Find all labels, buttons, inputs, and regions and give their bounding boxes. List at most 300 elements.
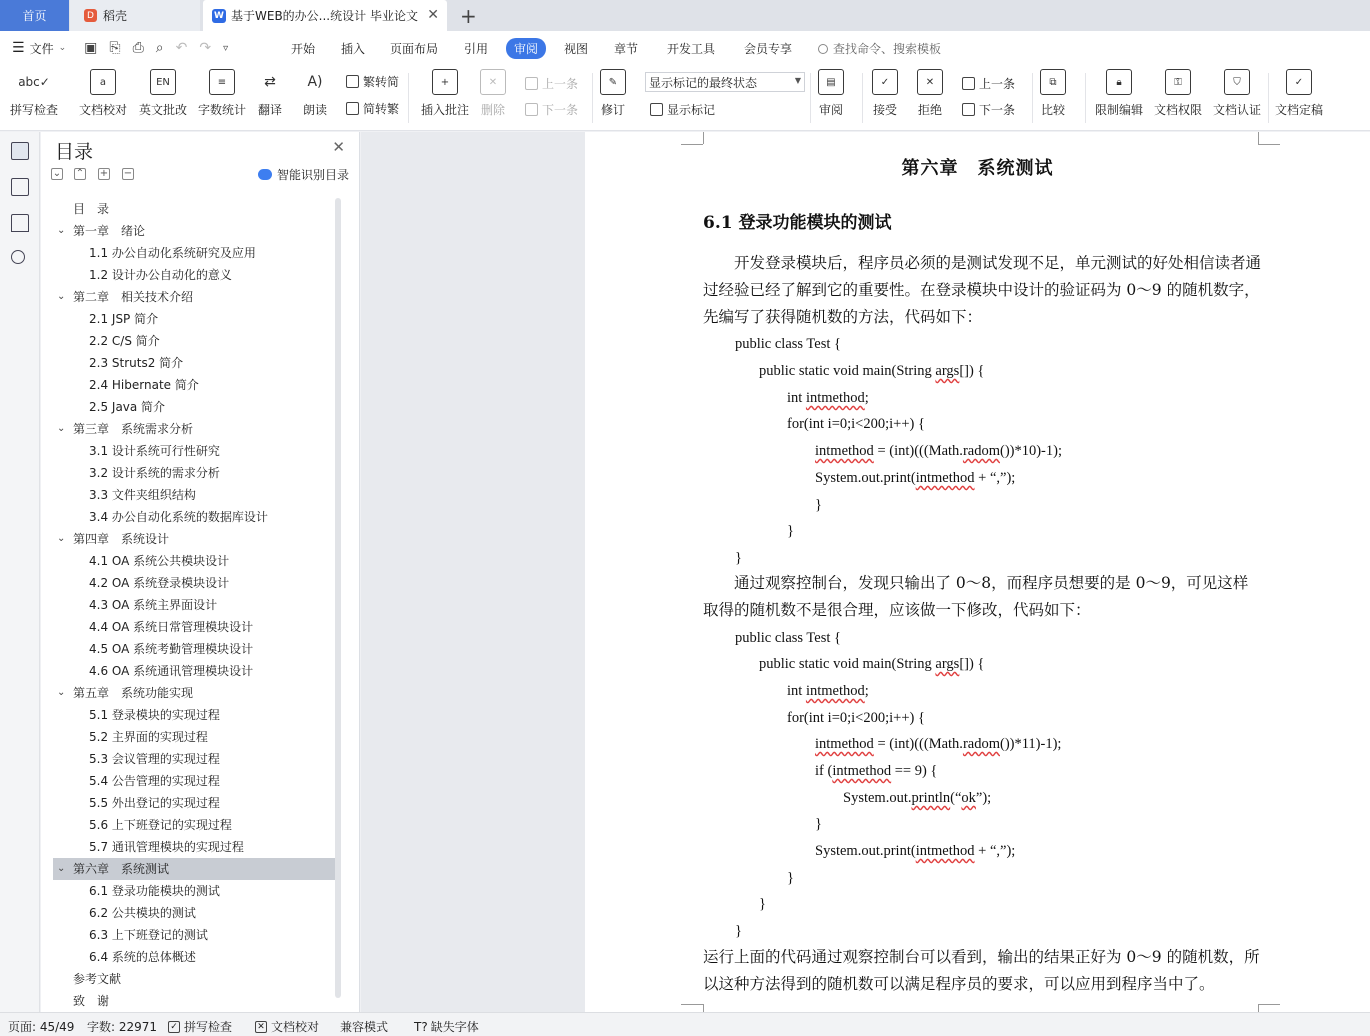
toc-item[interactable] [53, 616, 335, 638]
toc-item-label: 6.2 公共模块的测试 [89, 906, 196, 920]
doc-proof-icon: a [90, 69, 116, 95]
next-comment-button[interactable] [525, 101, 578, 118]
toc-item[interactable] [53, 264, 335, 286]
save-icon[interactable]: ▣ [84, 40, 98, 56]
toc-item[interactable] [53, 484, 335, 506]
next-comment-label: 下一条 [542, 103, 579, 117]
document-area [361, 132, 1370, 1012]
missing-font-label: 缺失字体 [430, 1020, 479, 1034]
compare-icon: ⧉ [1040, 69, 1066, 95]
code-line [759, 363, 984, 380]
code-text: ok [961, 790, 976, 806]
code-text: ())*11)-1); [999, 736, 1062, 752]
code-text: } [735, 550, 742, 566]
search-icon [818, 44, 828, 54]
toc-item-label: 2.2 C/S 简介 [89, 334, 160, 348]
prev-change-label: 上一条 [979, 77, 1016, 91]
permission-doc-icon: ⚿ [1165, 69, 1191, 95]
lock-doc-icon: 🔒︎ [1106, 69, 1132, 95]
status-bar [0, 1012, 1370, 1036]
toc-item[interactable] [53, 638, 335, 660]
code-text: for(int i=0;i<200;i++) { [787, 710, 925, 726]
toc-item-label: 4.1 OA 系统公共模块设计 [89, 554, 230, 568]
toc-item[interactable] [53, 396, 335, 418]
toc-item[interactable] [53, 330, 335, 352]
toc-item[interactable] [53, 550, 335, 572]
toc-item-label: 4.4 OA 系统日常管理模块设计 [89, 620, 254, 634]
code-text: intmethod [805, 683, 865, 699]
trad-to-simp-label: 繁转简 [363, 75, 400, 89]
chevron-down-icon[interactable]: ⌄ [57, 291, 66, 302]
toc-item-label: 5.2 主界面的实现过程 [89, 730, 208, 744]
code-line [735, 550, 742, 567]
code-text: []) { [959, 656, 985, 672]
paragraph: 运行上面的代码通过观察控制台可以看到，输出的结果正好为 0～9 的随机数，所以这种方法得到的随机数可以满足程序员的要求，可以应用到程序当中了。 [703, 948, 1260, 993]
tab-view[interactable]: 视图 [564, 42, 589, 56]
show-markup-label: 显示标记 [667, 103, 716, 117]
english-review-icon: EN [150, 69, 176, 95]
toc-item-label: 致 谢 [73, 994, 110, 1008]
review-pane-label: 审阅 [818, 103, 843, 117]
tab-chapter[interactable]: 章节 [614, 42, 639, 56]
toc-item[interactable] [53, 748, 335, 770]
spellcheck-status-label: 拼写检查 [184, 1020, 233, 1034]
code-text: ; [864, 683, 869, 699]
code-line [787, 870, 794, 887]
reject-button[interactable] [917, 69, 943, 118]
review-pane-button[interactable] [818, 69, 844, 118]
code-text: } [735, 923, 742, 939]
read-aloud-label: 朗读 [302, 103, 327, 117]
code-text: } [815, 497, 822, 513]
toc-item-label: 第五章 系统功能实现 [73, 686, 194, 700]
doc-certify-label: 文档认证 [1213, 103, 1262, 117]
crop-mark [1258, 1004, 1259, 1012]
toc-item-label: 4.6 OA 系统通讯管理模块设计 [89, 664, 254, 678]
doc-proof-button[interactable] [79, 69, 127, 118]
finalize-doc-icon: ✓ [1286, 69, 1312, 95]
trad-simp-icon [346, 75, 359, 88]
toc-item[interactable] [53, 242, 335, 264]
toc-item[interactable] [53, 352, 335, 374]
track-changes-label: 修订 [600, 103, 625, 117]
toc-item[interactable] [53, 528, 335, 550]
bookmark-icon[interactable] [11, 214, 29, 232]
word-count-label: 字数统计 [198, 103, 247, 117]
smart-toc-button[interactable] [258, 166, 349, 183]
proof-status[interactable] [255, 1018, 319, 1035]
spellcheck-label: 拼写检查 [10, 103, 59, 117]
toc-item[interactable] [53, 572, 335, 594]
code-text: public static void main(String [759, 656, 936, 672]
code-line [759, 896, 766, 913]
code-text: ”); [975, 790, 992, 806]
insert-comment-button[interactable] [421, 69, 469, 118]
toc-item[interactable] [53, 462, 335, 484]
toc-item[interactable] [53, 506, 335, 528]
tab-page-layout[interactable]: 页面布局 [390, 42, 439, 56]
toc-item[interactable] [53, 792, 335, 814]
tab-document-label: 基于WEB的办公...统设计 毕业论文 [231, 9, 418, 23]
collapse-down-icon[interactable]: ⌄ [52, 168, 62, 179]
comment-add-icon: + [432, 69, 458, 95]
paragraph: 开发登录模块后，程序员必须的是测试发现不足，单元测试的好处相信读者通过经验已经了解到它的重要性。在登录模块中设计的验证码为 0～9 的随机数字，先编写了获得随机数的方法，代码如下： [703, 254, 1262, 326]
certify-doc-icon: ⛉ [1224, 69, 1250, 95]
toc-item[interactable] [53, 418, 335, 440]
toc-item-label: 4.3 OA 系统主界面设计 [89, 598, 218, 612]
toc-item-label: 1.2 设计办公自动化的意义 [89, 268, 232, 282]
abc-spellcheck-icon: abc✓ [18, 75, 50, 89]
file-menu[interactable] [12, 40, 66, 57]
toc-item-label: 1.1 办公自动化系统研究及应用 [89, 246, 256, 260]
next-change-button[interactable] [962, 101, 1015, 118]
code-text: public class Test { [735, 630, 841, 646]
toc-item-label: 2.1 JSP 简介 [89, 312, 159, 326]
doc-permission-button[interactable] [1154, 69, 1202, 118]
toc-item[interactable] [53, 286, 335, 308]
code-line [759, 656, 984, 673]
toc-item-label: 第三章 系统需求分析 [73, 422, 194, 436]
code-text: intmethod [805, 390, 865, 406]
toc-item[interactable] [53, 704, 335, 726]
code-line [787, 710, 925, 727]
ribbon-separator [1085, 73, 1086, 123]
ribbon-separator [1268, 73, 1269, 123]
expand-all-icon[interactable]: + [99, 168, 109, 179]
trad-to-simp-button[interactable] [346, 73, 399, 90]
tab-daoke-label: 稻壳 [103, 9, 128, 23]
toc-item[interactable] [53, 946, 335, 968]
chevron-down-icon[interactable]: ⌄ [57, 863, 66, 874]
chevron-down-icon: ⌄ [58, 43, 67, 53]
menu-row [0, 31, 1370, 65]
left-sidebar [0, 132, 40, 1012]
toc-item-label: 5.5 外出登记的实现过程 [89, 796, 220, 810]
toc-item[interactable] [53, 198, 335, 220]
code-text: = (int)(((Math. [873, 736, 963, 752]
toc-item-label: 3.3 文件夹组织结构 [89, 488, 196, 502]
writer-doc-icon: W [212, 9, 226, 23]
word-count-indicator[interactable]: 字数: 22971 [87, 1020, 158, 1034]
accept-label: 接受 [872, 103, 897, 117]
simp-trad-icon [346, 102, 359, 115]
section-heading: 6.1 登录功能模块的测试 [703, 213, 892, 233]
plus-icon: + [460, 4, 477, 28]
crop-mark [681, 144, 703, 145]
code-text: int [787, 683, 806, 699]
toc-item-label: 4.5 OA 系统考勤管理模块设计 [89, 642, 254, 656]
code-line [787, 683, 869, 700]
compat-mode[interactable]: 兼容模式 [340, 1020, 389, 1034]
markup-state-select[interactable] [645, 72, 805, 92]
code-line [787, 390, 869, 407]
code-text: intmethod [815, 736, 874, 752]
crop-mark [703, 132, 704, 144]
chapter-title: 第六章 系统测试 [901, 158, 1054, 179]
code-text: System.out. [843, 790, 912, 806]
show-markup-icon [650, 103, 663, 116]
toc-title: 目录 [55, 141, 94, 163]
customize-icon[interactable]: ▿ [223, 42, 229, 54]
simp-to-trad-label: 简转繁 [363, 102, 400, 116]
code-text: == 9) { [891, 763, 938, 779]
code-text: + “,”); [974, 470, 1016, 486]
toc-panel [41, 132, 360, 1012]
toc-item-label: 3.2 设计系统的需求分析 [89, 466, 220, 480]
ribbon-separator [862, 73, 863, 123]
code-text: args [935, 363, 960, 379]
code-text: public class Test { [735, 336, 841, 352]
toc-item[interactable] [53, 440, 335, 462]
collapse-up-icon[interactable]: ⌃ [75, 168, 85, 179]
toc-icon[interactable] [11, 142, 29, 160]
toc-item[interactable] [53, 990, 335, 1012]
tab-references[interactable]: 引用 [464, 42, 489, 56]
chapter-nav-icon[interactable] [11, 178, 29, 196]
toc-item[interactable] [53, 968, 335, 990]
toc-item[interactable] [53, 814, 335, 836]
toc-item-label: 5.6 上下班登记的实现过程 [89, 818, 232, 832]
toc-item-label: 第一章 绪论 [73, 224, 146, 238]
toc-item-label: 参考文献 [73, 972, 122, 986]
code-text: System.out.print( [815, 470, 916, 486]
daoke-icon: D [84, 9, 97, 22]
tab-start[interactable]: 开始 [291, 42, 316, 56]
toc-item[interactable] [53, 594, 335, 616]
toc-item[interactable] [53, 880, 335, 902]
toc-item-label: 2.3 Struts2 简介 [89, 356, 184, 370]
check-icon: ✓ [168, 1021, 180, 1033]
code-line [815, 816, 822, 833]
toc-scrollbar[interactable] [335, 198, 341, 998]
collapse-all-icon[interactable]: − [123, 168, 133, 179]
tab-insert[interactable]: 插入 [341, 42, 366, 56]
read-aloud-button[interactable] [302, 69, 328, 118]
tab-bar [0, 0, 1370, 31]
ribbon-separator [1032, 73, 1033, 123]
spellcheck-status[interactable] [168, 1018, 232, 1035]
document-page[interactable] [585, 132, 1370, 1012]
code-text: } [759, 896, 766, 912]
paragraph: 通过观察控制台，发现只输出了 0～8，而程序员想要的是 0～9，可见这样取得的随机数不是很合理，应该做一下修改，代码如下： [703, 574, 1249, 619]
read-aloud-icon: A) [307, 74, 323, 90]
toc-item[interactable] [53, 220, 335, 242]
code-line [815, 736, 1061, 753]
code-text: intmethod [832, 763, 892, 779]
code-text: intmethod [915, 843, 975, 859]
toc-item[interactable] [53, 836, 335, 858]
toc-item-label: 2.5 Java 简介 [89, 400, 166, 414]
restrict-editing-label: 限制编辑 [1095, 103, 1144, 117]
code-line [843, 790, 991, 807]
code-line [815, 443, 1062, 460]
delete-comment-button[interactable] [480, 69, 506, 118]
reject-icon: ✕ [917, 69, 943, 95]
code-text: int [787, 390, 806, 406]
track-changes-button[interactable] [600, 69, 626, 118]
toc-item[interactable] [53, 770, 335, 792]
next-change-icon [962, 103, 975, 116]
compare-label: 比较 [1040, 103, 1065, 117]
tab-daoke[interactable] [70, 0, 200, 31]
word-count-button[interactable] [198, 69, 246, 118]
code-line [815, 470, 1015, 487]
print-preview-icon[interactable]: ⌕ [155, 40, 164, 56]
toc-item[interactable] [53, 726, 335, 748]
font-missing-icon: T? [414, 1019, 428, 1034]
toc-item[interactable] [53, 902, 335, 924]
code-text: = (int)(((Math. [873, 443, 963, 459]
toc-item-label: 2.4 Hibernate 简介 [89, 378, 199, 392]
tab-home-label: 首页 [22, 9, 47, 23]
crop-mark [703, 1004, 704, 1012]
toc-item-label: 6.3 上下班登记的测试 [89, 928, 208, 942]
translate-icon: ⇄ [264, 74, 276, 90]
search-icon[interactable] [11, 250, 25, 264]
code-text: intmethod [815, 443, 874, 459]
tab-developer[interactable]: 开发工具 [667, 42, 716, 56]
toc-item-label: 6.4 系统的总体概述 [89, 950, 196, 964]
code-text: } [815, 816, 822, 832]
toc-item[interactable] [53, 308, 335, 330]
english-review-button[interactable] [139, 69, 187, 118]
tab-home[interactable] [0, 0, 69, 31]
toc-item[interactable] [53, 682, 335, 704]
command-search-placeholder: 查找命令、搜索模板 [833, 42, 942, 56]
ribbon-separator [408, 73, 409, 123]
smart-toc-label: 智能识别目录 [276, 168, 349, 182]
translate-label: 翻译 [257, 103, 282, 117]
chevron-down-icon[interactable]: ⌄ [57, 687, 66, 698]
chevron-down-icon[interactable]: ⌄ [57, 225, 66, 236]
missing-font-status[interactable] [414, 1018, 479, 1035]
crop-mark [681, 1004, 703, 1005]
toc-item[interactable] [53, 374, 335, 396]
close-icon[interactable]: ✕ [332, 138, 345, 156]
ribbon-separator [810, 73, 811, 123]
code-line [735, 336, 841, 353]
show-markup-button[interactable] [650, 101, 715, 118]
tab-review[interactable]: 审阅 [506, 38, 546, 59]
prev-comment-icon [525, 77, 538, 90]
code-text: args [935, 656, 960, 672]
toc-item[interactable] [53, 660, 335, 682]
command-search[interactable] [818, 40, 941, 57]
code-text: []) { [959, 363, 985, 379]
toc-item-label: 6.1 登录功能模块的测试 [89, 884, 220, 898]
toc-item-label: 5.4 公告管理的实现过程 [89, 774, 220, 788]
proof-status-label: 文档校对 [271, 1020, 320, 1034]
prev-change-icon [962, 77, 975, 90]
compare-button[interactable] [1040, 69, 1066, 118]
spellcheck-button[interactable] [10, 69, 58, 118]
prev-change-button[interactable] [962, 75, 1015, 92]
toc-item-label: 5.1 登录模块的实现过程 [89, 708, 220, 722]
code-text: } [787, 870, 794, 886]
toc-item-label: 3.4 办公自动化系统的数据库设计 [89, 510, 268, 524]
ai-icon [258, 169, 272, 180]
code-text: for(int i=0;i<200;i++) { [787, 416, 925, 432]
toc-item-label: 5.3 会议管理的实现过程 [89, 752, 220, 766]
accept-icon: ✓ [872, 69, 898, 95]
toc-item[interactable] [53, 924, 335, 946]
delete-comment-label: 删除 [480, 103, 505, 117]
export-icon[interactable]: ⎘ [109, 40, 121, 56]
comment-delete-icon: ✕ [480, 69, 506, 95]
code-text: ())*10)-1); [999, 443, 1062, 459]
insert-comment-label: 插入批注 [421, 103, 470, 117]
undo-icon[interactable]: ↶ [175, 40, 188, 56]
toc-item-label: 3.1 设计系统可行性研究 [89, 444, 220, 458]
tab-document[interactable] [203, 0, 447, 31]
redo-icon[interactable]: ↷ [199, 40, 212, 56]
ribbon-separator [592, 73, 593, 123]
tab-member[interactable]: 会员专享 [744, 42, 793, 56]
print-icon[interactable]: ⎙ [132, 40, 144, 56]
code-text: System.out.print( [815, 843, 916, 859]
code-text: (“ [950, 790, 962, 806]
code-text: if ( [815, 763, 833, 779]
word-count-icon: ≡ [209, 69, 235, 95]
crop-mark [1258, 132, 1259, 144]
file-menu-label: 文件 [29, 41, 54, 56]
prev-comment-label: 上一条 [542, 77, 579, 91]
crop-mark [1258, 1004, 1280, 1005]
doc-permission-label: 文档权限 [1154, 103, 1203, 117]
toc-item-label: 第六章 系统测试 [73, 862, 170, 876]
page-indicator[interactable]: 页面: 45/49 [8, 1020, 75, 1034]
reject-label: 拒绝 [917, 103, 942, 117]
accept-button[interactable] [872, 69, 898, 118]
doc-finalize-label: 文档定稿 [1275, 103, 1324, 117]
chevron-down-icon[interactable]: ⌄ [57, 533, 66, 544]
code-line [735, 923, 742, 940]
translate-button[interactable] [257, 69, 283, 118]
code-text: + “,”); [974, 843, 1016, 859]
menu-icon: ☰ [12, 40, 25, 56]
markup-state-value: 显示标记的最终状态 [649, 76, 758, 90]
doc-finalize-button[interactable] [1275, 69, 1323, 118]
next-change-label: 下一条 [979, 103, 1016, 117]
chevron-down-icon[interactable]: ⌄ [57, 423, 66, 434]
prev-comment-button[interactable] [525, 75, 578, 92]
code-text: radom [962, 736, 1000, 752]
code-line [787, 416, 925, 433]
code-line [815, 843, 1015, 860]
toc-item-label: 第四章 系统设计 [73, 532, 170, 546]
cross-icon: ✕ [255, 1021, 267, 1033]
toc-list [53, 198, 335, 1012]
code-text: println [911, 790, 951, 806]
toc-item-label: 5.7 通讯管理模块的实现过程 [89, 840, 244, 854]
ribbon-toolbar [0, 65, 1370, 131]
code-text: ; [864, 390, 869, 406]
close-icon[interactable]: ✕ [427, 7, 439, 23]
chevron-down-icon: ▼ [794, 76, 801, 85]
new-tab-button[interactable] [460, 4, 477, 28]
toc-item-label: 第二章 相关技术介绍 [73, 290, 194, 304]
restrict-editing-button[interactable] [1095, 69, 1143, 118]
toc-item-label: 目 录 [73, 202, 110, 216]
simp-to-trad-button[interactable] [346, 100, 399, 117]
next-comment-icon [525, 103, 538, 116]
toc-item-label: 4.2 OA 系统登录模块设计 [89, 576, 230, 590]
toc-item[interactable] [53, 858, 335, 880]
code-text: } [787, 523, 794, 539]
track-changes-icon: ✎ [600, 69, 626, 95]
crop-mark [1258, 144, 1280, 145]
doc-certify-button[interactable] [1213, 69, 1261, 118]
